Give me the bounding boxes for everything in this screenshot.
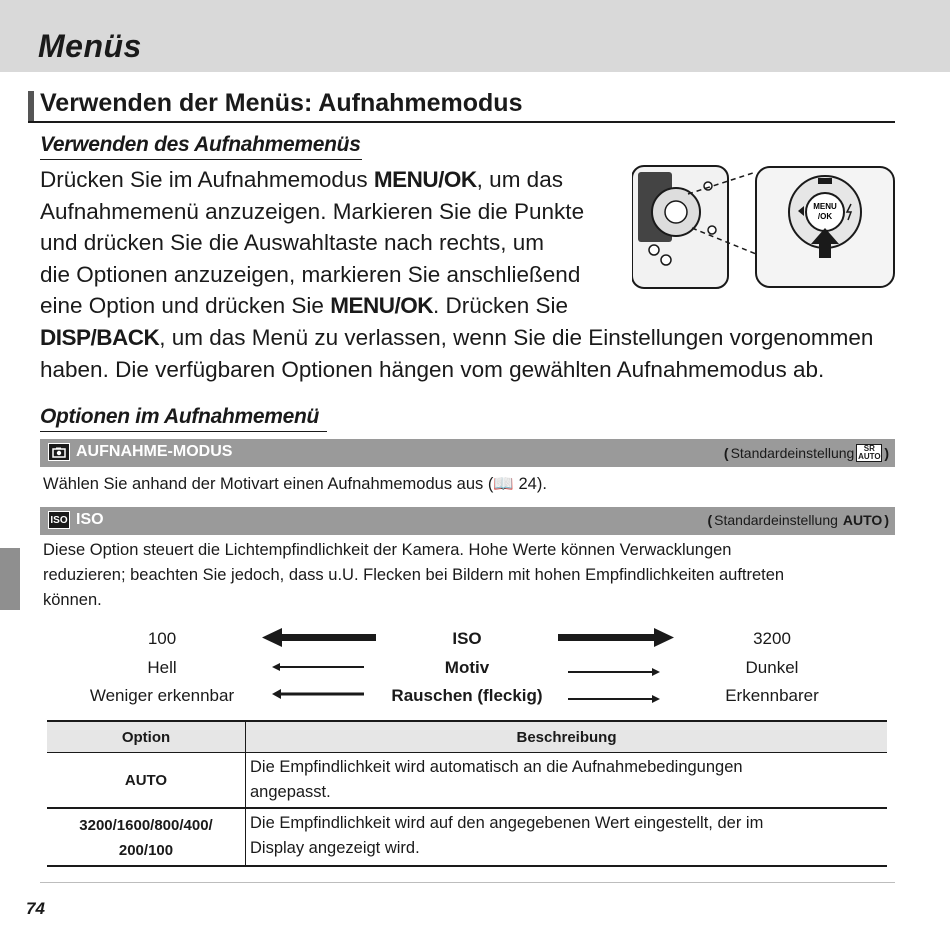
scale-iso-high: 3200 xyxy=(753,629,791,648)
table-cell-option xyxy=(47,753,246,809)
table-row xyxy=(47,808,887,866)
paren: ) xyxy=(884,445,889,461)
default-setting-label: Standardeinstellung xyxy=(714,512,838,528)
paren: ( xyxy=(707,512,713,528)
option-value: 3200/1600/800/400/ xyxy=(79,817,213,834)
header-band xyxy=(0,0,950,72)
default-setting xyxy=(724,444,889,462)
option-value: AUTO xyxy=(124,771,168,789)
menu-ok-key: MENU/OK xyxy=(330,293,433,319)
paren: ) xyxy=(884,512,889,528)
description-line: angepasst. xyxy=(250,783,331,801)
sr-auto-text: SR xyxy=(863,444,875,453)
iso-description xyxy=(43,538,893,613)
table-header-option: Option xyxy=(47,721,246,753)
subsection-title-options-text: Optionen im Aufnahmemenü xyxy=(40,405,320,428)
iso-description-line: reduzieren; beachten Sie jedoch, dass u.U. Flecken bei Bildern mit hohen Empfindlichkeiten auftreten xyxy=(43,566,785,584)
arrow-left-thin xyxy=(272,663,364,671)
description-line: Die Empfindlichkeit wird auf den angegebenen Wert eingestellt, der im xyxy=(250,814,764,832)
section-marker xyxy=(28,91,34,121)
section-title: Verwenden der Menüs: Aufnahmemodus xyxy=(40,89,523,117)
subsection-title-options xyxy=(40,405,319,429)
arrow-right-thin xyxy=(568,695,660,703)
intro-text: eine Option und drücken Sie xyxy=(40,293,331,319)
camera-icon xyxy=(48,443,70,461)
intro-text: . Drücken Sie xyxy=(432,293,569,319)
subsection-title-usage xyxy=(40,133,361,157)
sr-auto-text: AUTO xyxy=(858,452,881,461)
scale-iso-label: ISO xyxy=(452,629,482,648)
default-setting-label: Standardeinstellung xyxy=(730,445,855,461)
disp-back-key: DISP/BACK xyxy=(40,324,160,350)
section-rule xyxy=(28,121,895,123)
scale-dark: Dunkel xyxy=(745,658,799,677)
option-value: 200/100 xyxy=(118,842,174,859)
arrow-right-thin xyxy=(568,668,660,676)
intro-text: Aufnahmemenü anzuzeigen. Markieren Sie die Punkte xyxy=(40,198,585,224)
menu-ok-label: MENU xyxy=(813,202,837,211)
scale-more-noticeable: Erkennbarer xyxy=(725,686,819,705)
scale-bright: Hell xyxy=(147,658,177,677)
option-label xyxy=(48,443,232,461)
description-line: Display angezeigt wird. xyxy=(250,839,420,857)
table-row xyxy=(47,753,887,809)
page-number: 74 xyxy=(26,899,45,918)
intro-text: und drücken Sie die Auswahltaste nach rechts, um xyxy=(40,230,545,256)
intro-text: Drücken Sie im Aufnahmemodus xyxy=(40,167,374,192)
intro-text: haben. Die verfügbaren Optionen hängen vom gewählten Aufnahmemodus ab. xyxy=(40,356,825,382)
subsection-title-usage-text: Verwenden des Aufnahmemenüs xyxy=(40,133,361,156)
option-header-shooting-mode xyxy=(40,439,895,467)
scale-noise-label: Rauschen (fleckig) xyxy=(391,686,543,705)
intro-text: , um das xyxy=(476,167,563,192)
subsection-underline xyxy=(40,431,327,432)
iso-description-line: können. xyxy=(43,591,102,609)
side-tab xyxy=(0,548,20,610)
scale-iso-low: 100 xyxy=(147,629,177,648)
shooting-mode-description: Wählen Sie anhand der Motivart einen Aufnahmemodus aus (📖 24). xyxy=(43,475,547,493)
default-setting xyxy=(707,512,889,528)
option-label xyxy=(48,511,104,529)
camera-menu-button-illustration xyxy=(632,164,896,290)
iso-description-line: Diese Option steuert die Lichtempfindlichkeit der Kamera. Hohe Werte können Verwacklungen xyxy=(43,541,732,559)
scale-less-noticeable: Weniger erkennbar xyxy=(89,686,235,705)
arrow-left-thick xyxy=(262,628,376,647)
table-cell-description xyxy=(246,808,888,866)
page-title: Menüs xyxy=(38,28,142,64)
scale-subject-label: Motiv xyxy=(444,658,490,677)
footer-rule xyxy=(40,882,895,883)
iso-options-table xyxy=(47,720,887,867)
menu-ok-key: MENU/OK xyxy=(373,167,477,192)
paren: ( xyxy=(723,445,729,461)
menu-ok-label: /OK xyxy=(817,212,833,221)
default-setting-value: AUTO xyxy=(842,512,883,528)
arrow-left-thin xyxy=(272,689,364,699)
description-line: Die Empfindlichkeit wird automatisch an die Aufnahmebedingungen xyxy=(250,758,743,776)
option-label-text: ISO xyxy=(76,511,104,528)
sr-auto-icon xyxy=(856,444,882,462)
option-label-text: AUFNAHME-MODUS xyxy=(76,443,233,460)
intro-text: die Optionen anzuzeigen, markieren Sie anschließend xyxy=(40,261,581,287)
table-cell-option xyxy=(47,808,246,866)
subsection-underline xyxy=(40,159,362,160)
intro-text: , um das Menü zu verlassen, wenn Sie die Einstellungen vorgenommen xyxy=(159,324,874,350)
scale-arrows xyxy=(250,622,690,712)
iso-icon: ISO xyxy=(48,511,70,529)
table-cell-description xyxy=(246,753,888,809)
arrow-right-thick xyxy=(558,628,674,647)
table-header-description: Beschreibung xyxy=(246,721,888,753)
option-header-iso xyxy=(40,507,895,535)
